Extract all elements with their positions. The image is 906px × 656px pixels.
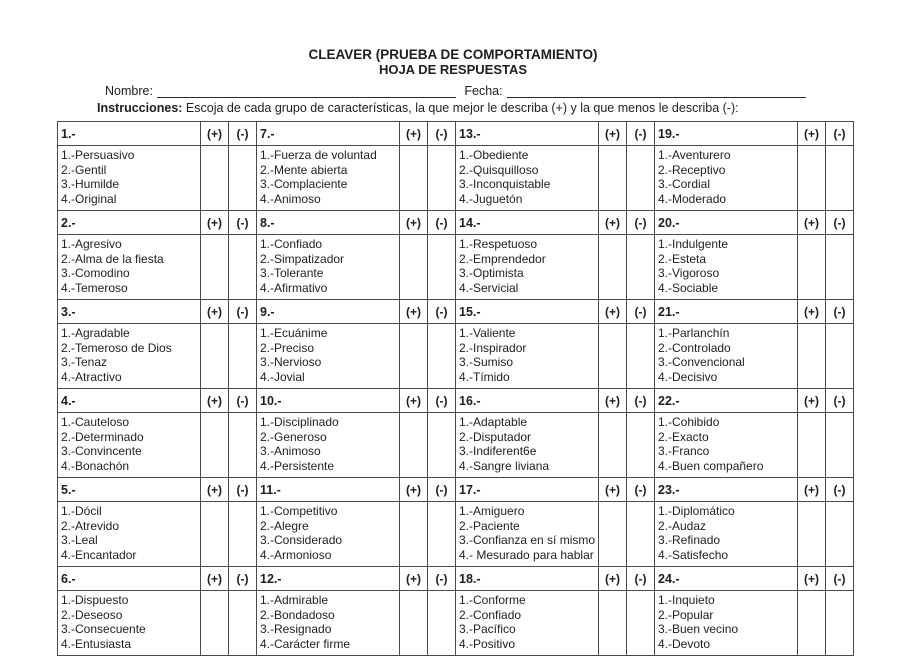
group-number: 13.- [456, 122, 599, 146]
items-row [58, 413, 854, 478]
minus-answer-cell[interactable] [826, 591, 854, 656]
group-number: 21.- [655, 300, 798, 324]
plus-header: (+) [201, 300, 229, 324]
group-number: 3.- [58, 300, 201, 324]
plus-answer-cell[interactable] [798, 324, 826, 389]
group-items: 1.-Competitivo 2.-Alegre 3.-Considerado 4.-Armonioso [257, 502, 400, 567]
minus-header: (-) [428, 478, 456, 502]
minus-header: (-) [428, 122, 456, 146]
minus-answer-cell[interactable] [627, 591, 655, 656]
plus-header: (+) [599, 389, 627, 413]
group-number: 15.- [456, 300, 599, 324]
plus-answer-cell[interactable] [599, 591, 627, 656]
minus-header: (-) [826, 389, 854, 413]
group-number: 7.- [257, 122, 400, 146]
minus-header: (-) [229, 567, 257, 591]
plus-header: (+) [599, 122, 627, 146]
plus-header: (+) [599, 211, 627, 235]
header-row [58, 211, 854, 235]
group-number: 17.- [456, 478, 599, 502]
plus-header: (+) [201, 122, 229, 146]
name-label: Nombre: [105, 84, 153, 98]
plus-answer-cell[interactable] [599, 146, 627, 211]
minus-header: (-) [229, 122, 257, 146]
minus-answer-cell[interactable] [627, 324, 655, 389]
minus-header: (-) [826, 478, 854, 502]
group-items: 1.-Obediente 2.-Quisquilloso 3.-Inconquistable 4.-Juguetón [456, 146, 599, 211]
plus-header: (+) [599, 478, 627, 502]
minus-answer-cell[interactable] [627, 502, 655, 567]
items-row [58, 324, 854, 389]
plus-answer-cell[interactable] [201, 502, 229, 567]
group-items: 1.-Persuasivo 2.-Gentil 3.-Humilde 4.-Original [58, 146, 201, 211]
minus-answer-cell[interactable] [826, 324, 854, 389]
group-items: 1.-Respetuoso 2.-Emprendedor 3.-Optimista 4.-Servicial [456, 235, 599, 300]
date-label: Fecha: [464, 84, 503, 98]
minus-answer-cell[interactable] [428, 502, 456, 567]
instructions [97, 101, 866, 115]
minus-header: (-) [627, 211, 655, 235]
group-items: 1.-Disciplinado 2.-Generoso 3.-Animoso 4.-Persistente [257, 413, 400, 478]
minus-header: (-) [229, 389, 257, 413]
minus-header: (-) [826, 300, 854, 324]
group-items: 1.-Dispuesto 2.-Deseoso 3.-Consecuente 4.-Entusiasta [58, 591, 201, 656]
minus-answer-cell[interactable] [229, 413, 257, 478]
plus-answer-cell[interactable] [599, 502, 627, 567]
plus-answer-cell[interactable] [599, 413, 627, 478]
minus-header: (-) [627, 478, 655, 502]
group-number: 19.- [655, 122, 798, 146]
minus-answer-cell[interactable] [428, 235, 456, 300]
group-items: 1.-Agresivo 2.-Alma de la fiesta 3.-Comodino 4.-Temeroso [58, 235, 201, 300]
instructions-label: Instrucciones: [97, 101, 183, 115]
minus-header: (-) [627, 122, 655, 146]
plus-header: (+) [599, 567, 627, 591]
response-table [57, 121, 854, 656]
minus-answer-cell[interactable] [428, 413, 456, 478]
group-items: 1.-Amiguero 2.-Paciente 3.-Confianza en sí mismo 4.- Mesurado para hablar [456, 502, 599, 567]
plus-answer-cell[interactable] [400, 324, 428, 389]
minus-header: (-) [826, 567, 854, 591]
group-number: 5.- [58, 478, 201, 502]
plus-header: (+) [201, 567, 229, 591]
plus-answer-cell[interactable] [798, 146, 826, 211]
group-number: 6.- [58, 567, 201, 591]
minus-header: (-) [229, 300, 257, 324]
plus-header: (+) [400, 122, 428, 146]
minus-answer-cell[interactable] [428, 591, 456, 656]
minus-header: (-) [428, 300, 456, 324]
plus-header: (+) [798, 300, 826, 324]
plus-header: (+) [599, 300, 627, 324]
header-row [58, 389, 854, 413]
name-field[interactable] [157, 84, 456, 98]
items-row [58, 502, 854, 567]
minus-answer-cell[interactable] [229, 324, 257, 389]
minus-header: (-) [428, 211, 456, 235]
group-items: 1.-Inquieto 2.-Popular 3.-Buen vecino 4.-Devoto [655, 591, 798, 656]
group-number: 16.- [456, 389, 599, 413]
group-items: 1.-Cauteloso 2.-Determinado 3.-Convincente 4.-Bonachón [58, 413, 201, 478]
header-row [58, 300, 854, 324]
group-items: 1.-Diplomático 2.-Audaz 3.-Refinado 4.-Satisfecho [655, 502, 798, 567]
minus-header: (-) [826, 211, 854, 235]
plus-header: (+) [201, 211, 229, 235]
group-number: 2.- [58, 211, 201, 235]
group-items: 1.-Admirable 2.-Bondadoso 3.-Resignado 4.-Carácter firme [257, 591, 400, 656]
group-number: 24.- [655, 567, 798, 591]
plus-header: (+) [798, 478, 826, 502]
plus-answer-cell[interactable] [201, 235, 229, 300]
plus-answer-cell[interactable] [599, 235, 627, 300]
items-row [58, 146, 854, 211]
plus-header: (+) [400, 389, 428, 413]
plus-answer-cell[interactable] [798, 502, 826, 567]
plus-answer-cell[interactable] [400, 235, 428, 300]
minus-header: (-) [627, 300, 655, 324]
plus-answer-cell[interactable] [599, 324, 627, 389]
minus-answer-cell[interactable] [229, 591, 257, 656]
plus-answer-cell[interactable] [400, 413, 428, 478]
plus-answer-cell[interactable] [201, 146, 229, 211]
minus-header: (-) [428, 567, 456, 591]
minus-header: (-) [627, 389, 655, 413]
plus-header: (+) [201, 389, 229, 413]
page-title: CLEAVER (PRUEBA DE COMPORTAMIENTO) [308, 47, 598, 62]
plus-header: (+) [400, 300, 428, 324]
header [0, 0, 906, 77]
group-items: 1.-Valiente 2.-Inspirador 3.-Sumiso 4.-Tímido [456, 324, 599, 389]
group-number: 23.- [655, 478, 798, 502]
group-items: 1.-Fuerza de voluntad 2.-Mente abierta 3.-Complaciente 4.-Animoso [257, 146, 400, 211]
group-number: 8.- [257, 211, 400, 235]
minus-header: (-) [826, 122, 854, 146]
minus-answer-cell[interactable] [229, 146, 257, 211]
plus-answer-cell[interactable] [201, 413, 229, 478]
items-row [58, 591, 854, 656]
group-number: 20.- [655, 211, 798, 235]
group-items: 1.-Cohibido 2.-Exacto 3.-Franco 4.-Buen compañero [655, 413, 798, 478]
plus-answer-cell[interactable] [400, 502, 428, 567]
group-number: 1.- [58, 122, 201, 146]
minus-answer-cell[interactable] [229, 235, 257, 300]
plus-answer-cell[interactable] [201, 324, 229, 389]
group-items: 1.-Adaptable 2.-Disputador 3.-Indiferent6e 4.-Sangre liviana [456, 413, 599, 478]
group-number: 12.- [257, 567, 400, 591]
date-field[interactable] [507, 84, 806, 98]
plus-header: (+) [400, 567, 428, 591]
group-number: 10.- [257, 389, 400, 413]
page-subtitle: HOJA DE RESPUESTAS [378, 62, 528, 77]
plus-header: (+) [798, 567, 826, 591]
group-items: 1.-Confiado 2.-Simpatizador 3.-Tolerante 4.-Afirmativo [257, 235, 400, 300]
minus-header: (-) [627, 567, 655, 591]
group-items: 1.-Aventurero 2.-Receptivo 3.-Cordial 4.-Moderado [655, 146, 798, 211]
name-date-row [105, 84, 806, 98]
group-items: 1.-Dócil 2.-Atrevido 3.-Leal 4.-Encantador [58, 502, 201, 567]
group-number: 18.- [456, 567, 599, 591]
minus-answer-cell[interactable] [428, 324, 456, 389]
minus-answer-cell[interactable] [627, 413, 655, 478]
minus-answer-cell[interactable] [627, 235, 655, 300]
minus-header: (-) [229, 478, 257, 502]
minus-answer-cell[interactable] [428, 146, 456, 211]
minus-answer-cell[interactable] [826, 235, 854, 300]
plus-answer-cell[interactable] [798, 413, 826, 478]
plus-answer-cell[interactable] [201, 591, 229, 656]
plus-answer-cell[interactable] [798, 235, 826, 300]
header-row [58, 478, 854, 502]
group-items: 1.-Conforme 2.-Confiado 3.-Pacífico 4.-Positivo [456, 591, 599, 656]
group-items: 1.-Indulgente 2.-Esteta 3.-Vigoroso 4.-Sociable [655, 235, 798, 300]
group-items: 1.-Agradable 2.-Temeroso de Dios 3.-Tenaz 4.-Atractivo [58, 324, 201, 389]
plus-header: (+) [798, 122, 826, 146]
group-number: 22.- [655, 389, 798, 413]
plus-header: (+) [798, 211, 826, 235]
minus-answer-cell[interactable] [627, 146, 655, 211]
plus-header: (+) [400, 478, 428, 502]
header-row [58, 122, 854, 146]
minus-header: (-) [428, 389, 456, 413]
group-items: 1.-Parlanchín 2.-Controlado 3.-Convencional 4.-Decisivo [655, 324, 798, 389]
minus-answer-cell[interactable] [826, 413, 854, 478]
minus-header: (-) [229, 211, 257, 235]
items-row [58, 235, 854, 300]
plus-answer-cell[interactable] [400, 591, 428, 656]
plus-header: (+) [201, 478, 229, 502]
plus-answer-cell[interactable] [400, 146, 428, 211]
group-number: 9.- [257, 300, 400, 324]
plus-answer-cell[interactable] [798, 591, 826, 656]
minus-answer-cell[interactable] [826, 146, 854, 211]
plus-header: (+) [798, 389, 826, 413]
group-number: 11.- [257, 478, 400, 502]
group-number: 4.- [58, 389, 201, 413]
instructions-text: Escoja de cada grupo de características, la que mejor le describa (+) y la que menos le describa (-): [182, 101, 739, 115]
group-number: 14.- [456, 211, 599, 235]
plus-header: (+) [400, 211, 428, 235]
minus-answer-cell[interactable] [229, 502, 257, 567]
group-items: 1.-Ecuánime 2.-Preciso 3.-Nervioso 4.-Jovial [257, 324, 400, 389]
header-row [58, 567, 854, 591]
minus-answer-cell[interactable] [826, 502, 854, 567]
